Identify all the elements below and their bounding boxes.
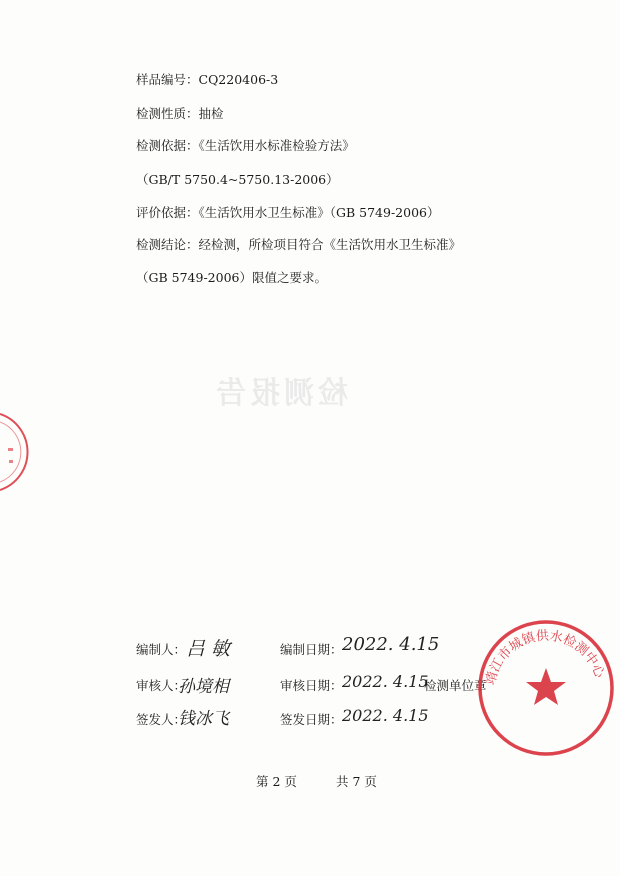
testing-unit-seal-label: 检测单位章 <box>424 678 487 693</box>
sample-number: 样品编号：CQ220406-3 <box>136 72 279 87</box>
compiler-signature: 吕 敏 <box>186 638 231 660</box>
seal-text: 靖江市城镇供水检测中心 <box>483 628 607 687</box>
reviewer-signature: 孙境相 <box>178 677 229 697</box>
official-seal <box>470 612 620 762</box>
evaluation-basis: 评价依据：《生活饮用水卫生标准》（GB 5749-2006） <box>136 205 440 220</box>
edge-seal-fragment <box>0 410 30 494</box>
reviewer-label: 审核人： <box>136 678 187 693</box>
test-conclusion: 检测结论：经检测，所检项目符合《生活饮用水卫生标准》 <box>136 237 462 252</box>
seal-star-icon <box>526 668 566 705</box>
bleed-through-title: 检测报告 <box>212 376 348 411</box>
issuer-label: 签发人： <box>136 712 187 727</box>
issue-date: 2022. 4.15 <box>342 706 429 725</box>
test-basis-standard: （GB/T 5750.4~5750.13-2006） <box>136 172 339 187</box>
test-basis: 检测依据：《生活饮用水标准检验方法》 <box>136 138 355 153</box>
review-date-label: 审核日期： <box>280 678 343 693</box>
test-nature: 检测性质：抽检 <box>136 106 224 121</box>
issuer-signature: 钱冰飞 <box>178 709 229 729</box>
issue-date-label: 签发日期： <box>280 712 343 727</box>
review-date: 2022. 4.15 <box>342 672 429 691</box>
compile-date: 2022. 4.15 <box>342 634 440 655</box>
page-total: 共 7 页 <box>336 774 377 789</box>
compiler-label: 编制人： <box>136 642 187 657</box>
compile-date-label: 编制日期： <box>280 642 343 657</box>
test-conclusion-cont: （GB 5749-2006）限值之要求。 <box>136 270 327 285</box>
page-number: 第 2 页 <box>256 774 297 789</box>
